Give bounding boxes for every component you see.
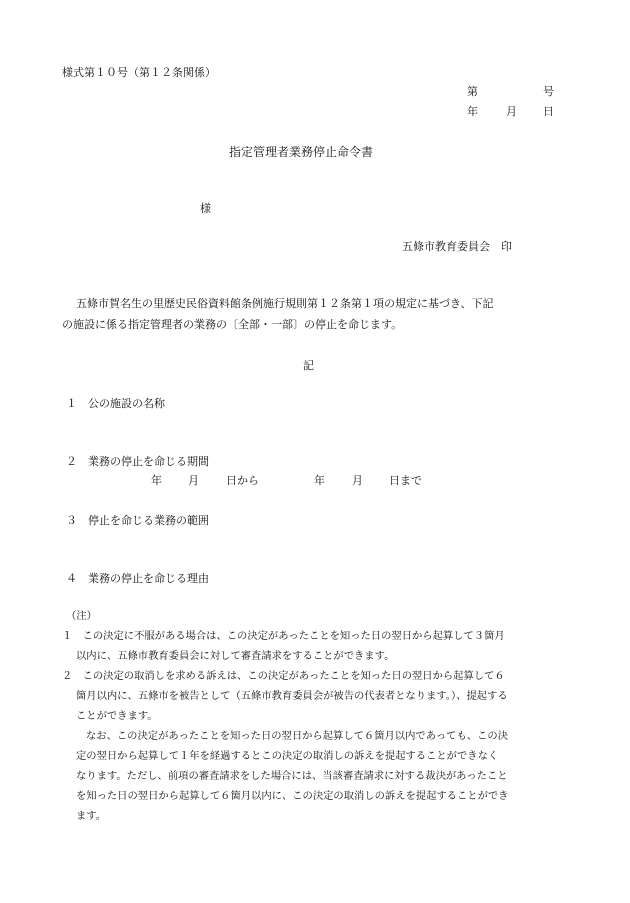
period-to-day: 日まで	[389, 474, 422, 487]
note-2-line-1: ２ この決定の取消しを求める訴えは、この決定があったことを知った日の翌日から起算して６	[62, 670, 505, 682]
note-2-line-5: 定の翌日から起算して１年を経過するとこの決定の取消しの訴えを提起することができなく	[76, 750, 499, 762]
document-title: 指定管理者業務停止命令書	[229, 145, 374, 159]
body-text-line-2: の施設に係る指定管理者の業務の〔全部・一部〕の停止を命じます。	[62, 318, 403, 331]
note-2-line-2: 箇月以内に、五條市を被告として（五條市教育委員会が被告の代表者となります。）、提起する	[76, 690, 508, 702]
note-2-line-3: ことができます。	[76, 710, 158, 722]
note-2-line-4: なお、この決定があったことを知った日の翌日から起算して６箇月以内であっても、この決	[86, 730, 508, 742]
period-to-year: 年	[314, 474, 325, 487]
document-number-prefix: 第	[467, 85, 478, 98]
date-year-label: 年	[467, 105, 478, 118]
form-number-label: 様式第１０号（第１２条関係）	[62, 66, 216, 79]
item-2-suspension-period: ２ 業務の停止を命じる期間	[66, 455, 209, 468]
period-to-month: 月	[352, 474, 363, 487]
document-number-suffix: 号	[543, 85, 554, 98]
note-2-line-8: ます。	[76, 810, 107, 822]
item-3-suspension-scope: ３ 停止を命じる業務の範囲	[66, 514, 209, 527]
body-text-line-1: 五條市賀名生の里歴史民俗資料館条例施行規則第１２条第１項の規定に基づき、下記	[76, 297, 494, 310]
date-month-label: 月	[506, 105, 517, 118]
period-from-year: 年	[151, 474, 162, 487]
note-1-line-1: １ この決定に不服がある場合は、この決定があったことを知った日の翌日から起算して３箇月	[62, 630, 505, 642]
addressee-suffix: 様	[200, 202, 211, 215]
notes-heading: （注）	[66, 610, 97, 622]
item-1-facility-name: １ 公の施設の名称	[66, 397, 165, 410]
date-day-label: 日	[543, 105, 554, 118]
note-2-line-7: を知った日の翌日から起算して６箇月以内に、この決定の取消しの訴えを提起することができ	[76, 790, 509, 802]
period-from-month: 月	[188, 474, 199, 487]
period-from-day: 日から	[226, 474, 259, 487]
ki-heading: 記	[303, 359, 314, 372]
item-4-suspension-reason: ４ 業務の停止を命じる理由	[66, 572, 209, 585]
note-2-line-6: なります。ただし、前項の審査請求をした場合には、当該審査請求に対する裁決があったこと	[76, 770, 508, 782]
note-1-line-2: 以内に、五條市教育委員会に対して審査請求をすることができます。	[76, 650, 395, 662]
issuer-name: 五條市教育委員会 印	[402, 240, 512, 253]
